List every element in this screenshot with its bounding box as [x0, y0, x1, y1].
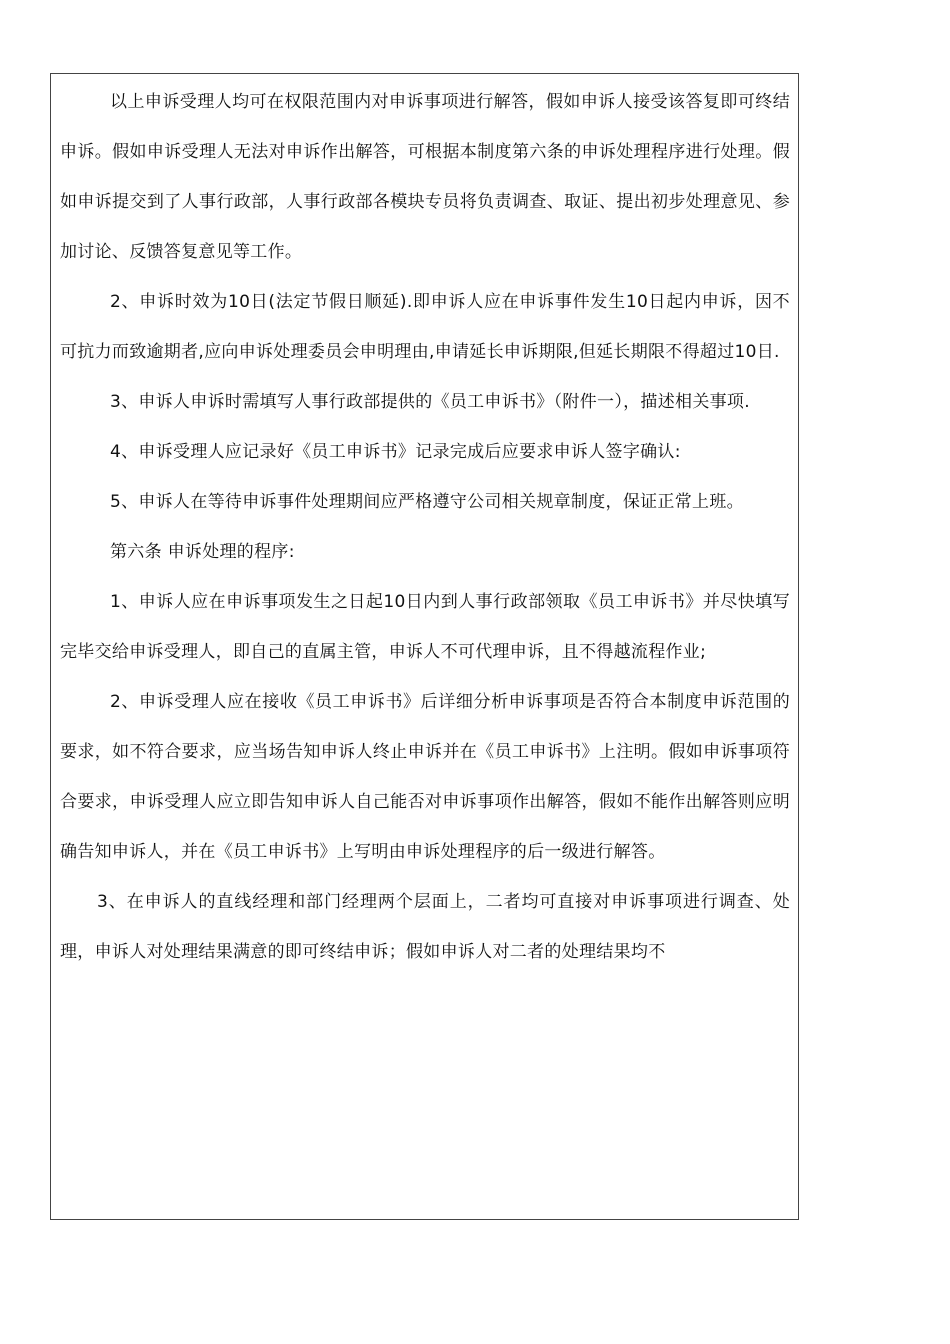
paragraph-clause-4-record: 4、申诉受理人应记录好《员工申诉书》记录完成后应要求申诉人签字确认:	[110, 442, 681, 462]
paragraph-clause-5-conduct: 5、申诉人在等待申诉事件处理期间应严格遵守公司相关规章制度，保证正常上班。	[110, 492, 744, 512]
paragraph-resolution-note: 以上申诉受理人均可在权限范围内对申诉事项进行解答，假如申诉人接受该答复即可终结申诉。假如申诉受理人无法对申诉作出解答，可根据本制度第六条的申诉处理程序进行处理。假如申诉提交到了人事行政部，人事行政部各模块专员将负责调查、取证、提出初步处理意见、参加讨论、反馈答复意见等工作。	[60, 92, 790, 262]
paragraph-clause-3-form: 3、申诉人申诉时需填写人事行政部提供的《员工申诉书》（附件一），描述相关事项.	[110, 392, 750, 412]
paragraph-procedure-2: 2、申诉受理人应在接收《员工申诉书》后详细分析申诉事项是否符合本制度申诉范围的要求，如不符合要求，应当场告知申诉人终止申诉并在《员工申诉书》上注明。假如申诉事项符合要求，申诉受理人应立即告知申诉人自己能否对申诉事项作出解答，假如不能作出解答则应明确告知申诉人，并在《员工申诉书》上写明由申诉处理程序的后一级进行解答。	[60, 692, 790, 862]
document-body	[60, 77, 790, 977]
paragraph-procedure-1: 1、申诉人应在申诉事项发生之日起10日内到人事行政部领取《员工申诉书》并尽快填写完毕交给申诉受理人，即自己的直属主管，申诉人不可代理申诉，且不得越流程作业;	[60, 592, 790, 662]
section-heading-article-6: 第六条 申诉处理的程序:	[110, 542, 295, 562]
document-frame	[50, 73, 799, 1220]
paragraph-procedure-3: 3、在申诉人的直线经理和部门经理两个层面上，二者均可直接对申诉事项进行调查、处理，申诉人对处理结果满意的即可终结申诉；假如申诉人对二者的处理结果均不	[60, 892, 790, 962]
paragraph-clause-2-time-limit: 2、申诉时效为10日(法定节假日顺延).即申诉人应在申诉事件发生10日起内申诉，因不可抗力而致逾期者,应向申诉处理委员会申明理由,申请延长申诉期限,但延长期限不得超过10日.	[60, 292, 790, 362]
